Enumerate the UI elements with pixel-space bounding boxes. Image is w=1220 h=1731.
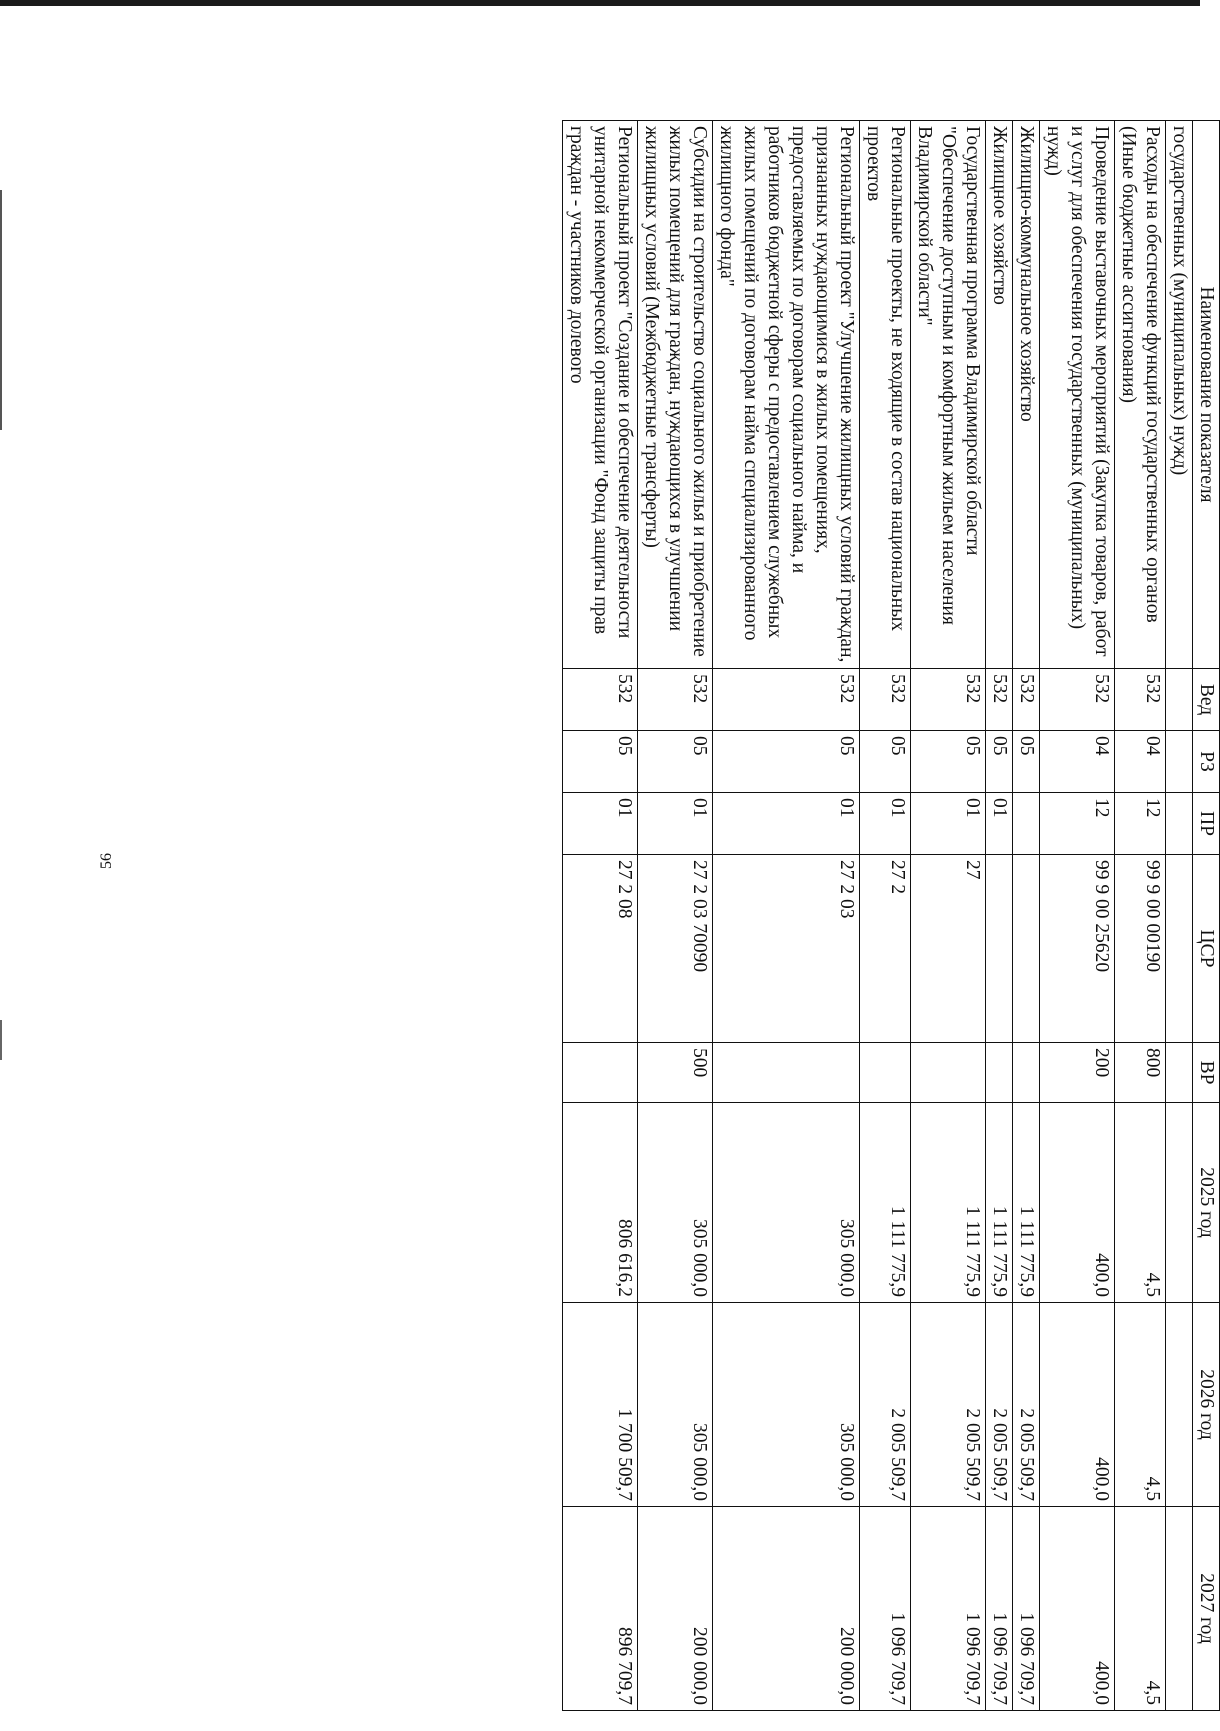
cell-ved: 532 bbox=[1040, 669, 1115, 731]
cell-name: Проведение выставочных мероприятий (Закупка товаров, работ и услуг для обеспечения государственных (муниципальных) нужд) bbox=[1040, 121, 1115, 669]
cell-ved: 532 bbox=[1013, 669, 1040, 731]
cell-2027: 1 096 709,7 bbox=[986, 1507, 1013, 1711]
header-2027: 2027 год bbox=[1193, 1507, 1220, 1711]
cell-ved: 532 bbox=[986, 669, 1013, 731]
cell-csr: 27 bbox=[911, 855, 986, 1043]
cell-2025: 1 111 775,9 bbox=[860, 1103, 911, 1303]
cell-2027: 200 000,0 bbox=[638, 1507, 713, 1711]
cell-name: Субсидии на строительство социального жилья и приобретение жилых помещений для граждан, нуждающихся в улучшении жилищных условий (Межбюджетные трансферты) bbox=[638, 121, 713, 669]
cell-2025: 1 111 775,9 bbox=[911, 1103, 986, 1303]
cell-pr: 01 bbox=[860, 793, 911, 855]
cell-2025: 1 111 775,9 bbox=[1013, 1103, 1040, 1303]
budget-table bbox=[562, 120, 1220, 1711]
rotated-table-container bbox=[155, 120, 1220, 1710]
page-number: 56 bbox=[98, 853, 115, 869]
cell-pr: 01 bbox=[563, 793, 638, 855]
cell-2027: 1 096 709,7 bbox=[911, 1507, 986, 1711]
header-2025: 2025 год bbox=[1193, 1103, 1220, 1303]
cell-vr bbox=[986, 1043, 1013, 1103]
cell-2026: 305 000,0 bbox=[713, 1303, 860, 1507]
table-row bbox=[860, 121, 911, 1711]
cell-2026: 2 005 509,7 bbox=[911, 1303, 986, 1507]
cell-pr: 01 bbox=[713, 793, 860, 855]
cell-csr: 27 2 03 bbox=[713, 855, 860, 1043]
cell-2025 bbox=[1166, 1103, 1193, 1303]
header-pr: ПР bbox=[1193, 793, 1220, 855]
header-vr: ВР bbox=[1193, 1043, 1220, 1103]
cell-ved: 532 bbox=[713, 669, 860, 731]
cell-rz: 04 bbox=[1115, 731, 1166, 793]
cell-rz: 05 bbox=[860, 731, 911, 793]
cell-vr bbox=[1166, 1043, 1193, 1103]
cell-2025: 305 000,0 bbox=[638, 1103, 713, 1303]
table-header-row bbox=[1193, 121, 1220, 1711]
cell-pr: 12 bbox=[1040, 793, 1115, 855]
cell-csr: 27 2 bbox=[860, 855, 911, 1043]
cell-vr bbox=[563, 1043, 638, 1103]
cell-vr: 800 bbox=[1115, 1043, 1166, 1103]
cell-ved: 532 bbox=[638, 669, 713, 731]
cell-rz: 04 bbox=[1040, 731, 1115, 793]
header-rz: РЗ bbox=[1193, 731, 1220, 793]
top-scan-rule bbox=[0, 0, 1200, 6]
cell-csr: 27 2 08 bbox=[563, 855, 638, 1043]
table-row bbox=[713, 121, 860, 1711]
cell-2027: 400,0 bbox=[1040, 1507, 1115, 1711]
cell-2025: 400,0 bbox=[1040, 1103, 1115, 1303]
cell-2026: 2 005 509,7 bbox=[1013, 1303, 1040, 1507]
cell-vr: 500 bbox=[638, 1043, 713, 1103]
cell-pr: 01 bbox=[638, 793, 713, 855]
cell-ved: 532 bbox=[563, 669, 638, 731]
cell-rz: 05 bbox=[638, 731, 713, 793]
cell-pr: 01 bbox=[911, 793, 986, 855]
cell-rz: 05 bbox=[563, 731, 638, 793]
cell-name: государственных (муниципальных) нужд) bbox=[1166, 121, 1193, 669]
cell-rz: 05 bbox=[986, 731, 1013, 793]
scan-edge-mark bbox=[0, 190, 2, 430]
cell-csr: 27 2 03 70090 bbox=[638, 855, 713, 1043]
cell-name: Государственная программа Владимирской области "Обеспечение доступным и комфортным жильем населения Владимирской области" bbox=[911, 121, 986, 669]
cell-csr bbox=[986, 855, 1013, 1043]
header-name: Наименование показателя bbox=[1193, 121, 1220, 669]
cell-csr bbox=[1013, 855, 1040, 1043]
table-row bbox=[1040, 121, 1115, 1711]
scan-edge-mark bbox=[0, 1020, 2, 1060]
cell-2026: 2 005 509,7 bbox=[860, 1303, 911, 1507]
cell-vr bbox=[1013, 1043, 1040, 1103]
cell-csr bbox=[1166, 855, 1193, 1043]
cell-name: Региональный проект "Создание и обеспечение деятельности унитарной некоммерческой организации "Фонд защиты прав граждан - участников долевого bbox=[563, 121, 638, 669]
table-row bbox=[563, 121, 638, 1711]
cell-2027: 896 709,7 bbox=[563, 1507, 638, 1711]
cell-vr bbox=[713, 1043, 860, 1103]
cell-csr: 99 9 00 25620 bbox=[1040, 855, 1115, 1043]
cell-pr: 01 bbox=[986, 793, 1013, 855]
cell-name: Региональный проект "Улучшение жилищных условий граждан, признанных нуждающимися в жилых помещениях, предоставляемых по договорам социального найма, и работников бюджетной сферы с предоставлением служебных жилых помещений по договорам найма специализированного жилищного фонда" bbox=[713, 121, 860, 669]
cell-2025: 305 000,0 bbox=[713, 1103, 860, 1303]
table-row bbox=[986, 121, 1013, 1711]
cell-ved: 532 bbox=[860, 669, 911, 731]
header-2026: 2026 год bbox=[1193, 1303, 1220, 1507]
cell-2027: 200 000,0 bbox=[713, 1507, 860, 1711]
cell-name: Жилищно-коммунальное хозяйство bbox=[1013, 121, 1040, 669]
cell-2027: 1 096 709,7 bbox=[1013, 1507, 1040, 1711]
table-row bbox=[638, 121, 713, 1711]
cell-2026: 305 000,0 bbox=[638, 1303, 713, 1507]
cell-2025: 1 111 775,9 bbox=[986, 1103, 1013, 1303]
cell-rz: 05 bbox=[911, 731, 986, 793]
cell-2025: 4,5 bbox=[1115, 1103, 1166, 1303]
cell-2026: 1 700 509,7 bbox=[563, 1303, 638, 1507]
cell-2026: 400,0 bbox=[1040, 1303, 1115, 1507]
cell-pr bbox=[1166, 793, 1193, 855]
cell-2026 bbox=[1166, 1303, 1193, 1507]
cell-name: Региональные проекты, не входящие в состав национальных проектов bbox=[860, 121, 911, 669]
cell-2027: 4,5 bbox=[1115, 1507, 1166, 1711]
header-csr: ЦСР bbox=[1193, 855, 1220, 1043]
cell-vr bbox=[860, 1043, 911, 1103]
table-row bbox=[1115, 121, 1166, 1711]
cell-csr: 99 9 00 00190 bbox=[1115, 855, 1166, 1043]
table-row bbox=[911, 121, 986, 1711]
cell-pr: 12 bbox=[1115, 793, 1166, 855]
cell-name: Расходы на обеспечение функций государственных органов (Иные бюджетные ассигнования) bbox=[1115, 121, 1166, 669]
cell-rz: 05 bbox=[713, 731, 860, 793]
cell-ved: 532 bbox=[1115, 669, 1166, 731]
cell-name: Жилищное хозяйство bbox=[986, 121, 1013, 669]
cell-ved bbox=[1166, 669, 1193, 731]
cell-2027 bbox=[1166, 1507, 1193, 1711]
cell-vr: 200 bbox=[1040, 1043, 1115, 1103]
cell-ved: 532 bbox=[911, 669, 986, 731]
header-ved: Вед bbox=[1193, 669, 1220, 731]
table-row bbox=[1013, 121, 1040, 1711]
cell-pr bbox=[1013, 793, 1040, 855]
cell-2027: 1 096 709,7 bbox=[860, 1507, 911, 1711]
cell-rz: 05 bbox=[1013, 731, 1040, 793]
cell-2025: 806 616,2 bbox=[563, 1103, 638, 1303]
cell-2026: 2 005 509,7 bbox=[986, 1303, 1013, 1507]
cell-rz bbox=[1166, 731, 1193, 793]
cell-vr bbox=[911, 1043, 986, 1103]
table-row bbox=[1166, 121, 1193, 1711]
cell-2026: 4,5 bbox=[1115, 1303, 1166, 1507]
